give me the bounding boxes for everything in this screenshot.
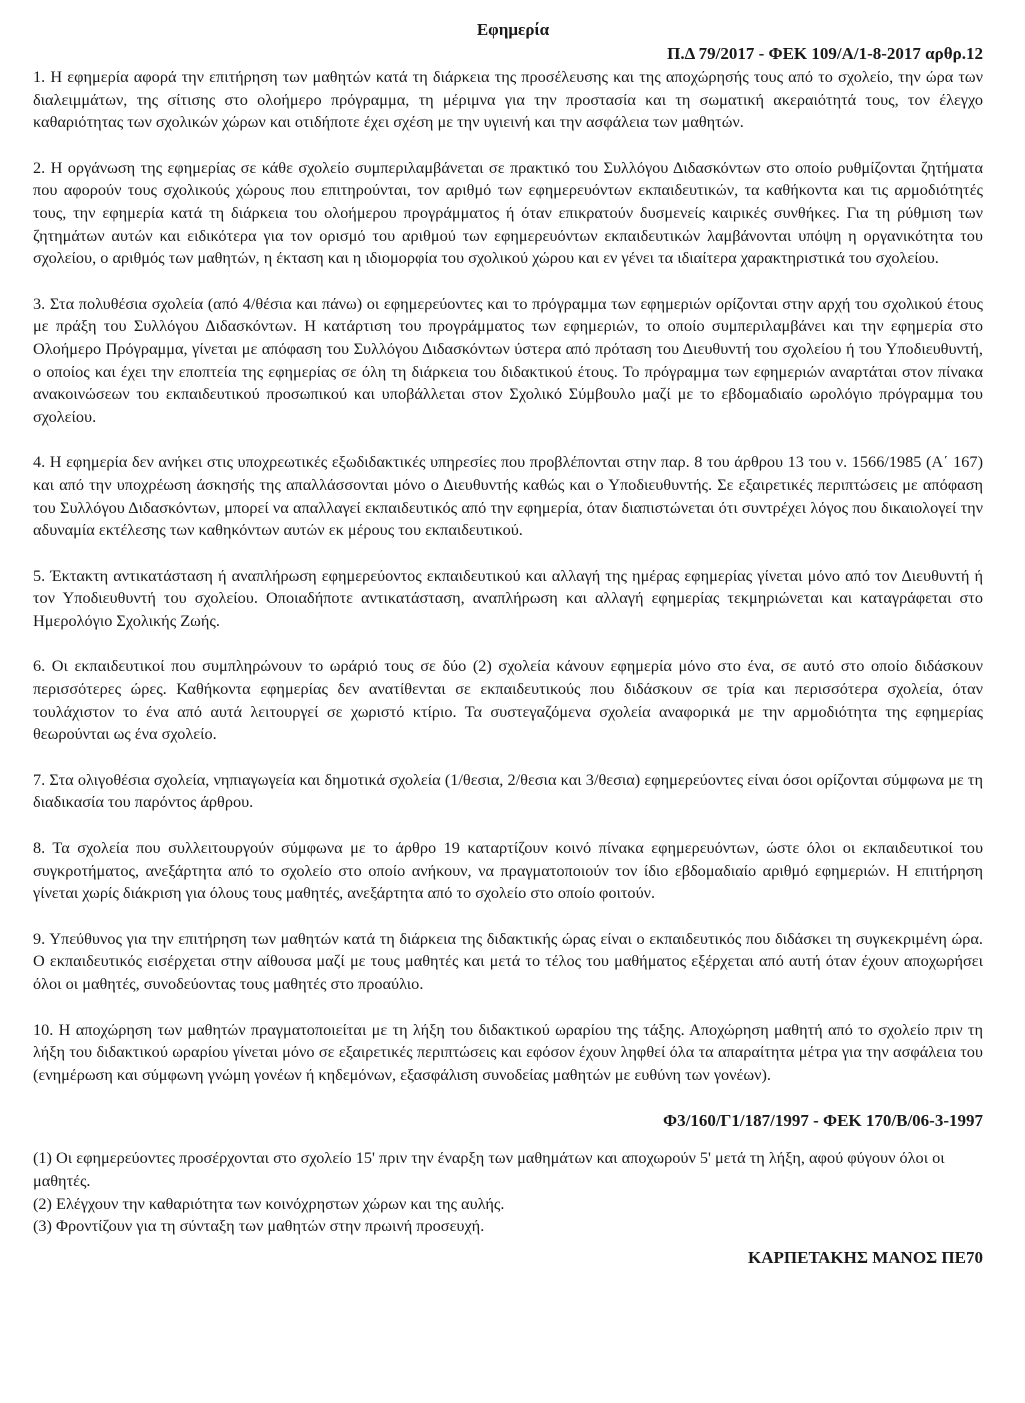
paragraph-spacer	[33, 134, 983, 157]
section-spacer	[33, 1238, 983, 1246]
paragraph-spacer	[33, 814, 983, 837]
paragraph-spacer	[33, 905, 983, 928]
note-item-3: (3) Φροντίζουν για τη σύνταξη των μαθητών στην πρωινή προσευχή.	[33, 1216, 485, 1236]
legal-reference: Π.Δ 79/2017 - ΦΕΚ 109/Α/1-8-2017 αρθρ.12	[667, 44, 983, 63]
paragraph-3: 3. Στα πολυθέσια σχολεία (από 4/θέσια και πάνω) οι εφημερεύοντες και το πρόγραμμα των εφημεριών ορίζονται στην αρχή του σχολικού έτους με πράξη του Συλλόγου Διδασκόντων. Η κατάρτιση του προγράμματος των εφημεριών, το οποίο συμπεριλαμβάνει και την εφημερία στο Ολοήμερο Πρόγραμμα, γίνεται με απόφαση του Συλλόγου Διδασκόντων ύστερα από πρόταση του Διευθυντή του σχολείου ή του Υποδιευθυντή, ο οποίος και έχει την εποπτεία της εφημερίας σε όλη τη διάρκεια του διδακτικού έτους. Το πρόγραμμα των εφημεριών αναρτάται στον πίνακα ανακοινώσεων του εκπαιδευτικού προσωπικού και υποβάλλεται στον Σχολικό Σύμβουλο μαζί με το εβδομαδιαίο ωρολόγιο πρόγραμμα του σχολείου.	[33, 293, 983, 426]
paragraph-1: 1. Η εφημερία αφορά την επιτήρηση των μαθητών κατά τη διάρκεια της προσέλευσης και της αποχώρησής τους από το σχολείο, την ώρα των διαλειμμάτων, της σίτισης στο ολοήμερο πρόγραμμα, τη μέριμνα για την προστασία και τη σωματική ακεραιότητά τους, τον έλεγχο καθαριότητας των σχολικών χώρων και οτιδήποτε έχει σχέση με την υγιεινή και την ασφάλεια των μαθητών.	[33, 67, 983, 132]
paragraph-spacer	[33, 270, 983, 293]
section-spacer	[33, 1133, 983, 1147]
paragraph-spacer	[33, 428, 983, 451]
note-item-2: (2) Ελέγχουν την καθαριότητα των κοινόχρηστων χώρων και της αυλής.	[33, 1193, 505, 1213]
paragraph-2: 2. Η οργάνωση της εφημερίας σε κάθε σχολείο συμπεριλαμβάνεται σε πρακτικό του Συλλόγου Διδασκόντων στο οποίο ρυθμίζονται ζητήματα που αφορούν τους σχολικούς χώρους που επιτηρούνται, τον αριθμό των εφημερευόντων εκπαιδευτικών, τα καθήκοντα και τις αρμοδιότητές τους, την εφημερία κατά τη διάρκεια του ολοήμερου προγράμματος ή όταν επικρατούν δυσμενείς καιρικές συνθήκες. Για τη ρύθμιση των ζητημάτων αυτών και ειδικότερα για τον ορισμό του αριθμού των εφημερευόντων εκπαιδευτικών λαμβάνονται υπόψη η οργανικότητα του σχολείου, ο αριθμός των μαθητών, η έκταση και η ιδιομορφία του σχολικού χώρου και εν γένει τα ιδιαίτερα χαρακτηριστικά του σχολείου.	[33, 157, 983, 268]
paragraph-9: 9. Υπεύθυνος για την επιτήρηση των μαθητών κατά τη διάρκεια της διδακτικής ώρας είναι ο εκπαιδευτικός που διδάσκει τη συγκεκριμένη ώρα. Ο εκπαιδευτικός εισέρχεται στην αίθουσα μαζί με τους μαθητές και μετά το τέλος του μαθήματος εξέρχεται από αυτή όταν έχουν αποχωρήσει όλοι οι μαθητές, συνοδεύοντας τους μαθητές στο προαύλιο.	[33, 928, 983, 993]
paragraph-8: 8. Τα σχολεία που συλλειτουργούν σύμφωνα με το άρθρο 19 καταρτίζουν κοινό πίνακα εφημερευόντων, ώστε όλοι οι εκπαιδευτικοί του συγκροτήματος, ανεξάρτητα από το σχολείο στο οποίο ανήκουν, να πραγματοποιούν τον ίδιο εβδομαδιαίο αριθμό εφημεριών. Η επιτήρηση γίνεται χωρίς διάκριση για όλους τους μαθητές, ανεξάρτητα από το σχολείο στο οποίο φοιτούν.	[33, 838, 983, 903]
paragraph-spacer	[33, 746, 983, 769]
paragraph-10: 10. Η αποχώρηση των μαθητών πραγματοποιείται με τη λήξη του διδακτικού ωραρίου της τάξης. Αποχώρηση μαθητή από το σχολείο πριν τη λήξη του διδακτικού ωραρίου γίνεται μόνο σε εξαιρετικές περιπτώσεις και εφόσον έχουν ληφθεί όλα τα απαραίτητα μέτρα για την ασφάλεια του (ενημέρωση και σύμφωνη γνώμη γονέων ή κηδεμόνων, εξασφάλιση συνοδείας μαθητών με ευθύνη των γονέων).	[33, 1019, 983, 1084]
paragraph-7: 7. Στα ολιγοθέσια σχολεία, νηπιαγωγεία και δημοτικά σχολεία (1/θεσια, 2/θεσια και 3/θεσια) εφημερεύοντες είναι όσοι ορίζονται σύμφωνα με τη διαδικασία του παρόντος άρθρου.	[33, 769, 983, 812]
notes-list	[33, 1147, 983, 1237]
paragraph-5: 5. Έκτακτη αντικατάσταση ή αναπλήρωση εφημερεύοντος εκπαιδευτικού και αλλαγή της ημέρας εφημερίας γίνεται μόνο από τον Διευθυντή ή τον Υποδιευθυντή του σχολείου. Οποιαδήποτε αντικατάσταση, αναπλήρωση και αλλαγή εφημερίας τεκμηριώνεται και καταγράφεται στο Ημερολόγιο Σχολικής Ζωής.	[33, 565, 983, 630]
legal-reference-secondary: Φ3/160/Γ1/187/1997 - ΦΕΚ 170/Β/06-3-1997	[663, 1111, 983, 1131]
paragraph-4: 4. Η εφημερία δεν ανήκει στις υποχρεωτικές εξωδιδακτικές υπηρεσίες που προβλέπονται στην παρ. 8 του άρθρου 13 του ν. 1566/1985 (Α΄ 167) και από την υποχρέωση άσκησής της απαλλάσσονται μόνο ο Διευθυντής καθώς και ο Υποδιευθυντής. Σε εξαιρετικές περιπτώσεις με απόφαση του Συλλόγου Διδασκόντων, μπορεί να απαλλαγεί εκπαιδευτικός από την εφημερία, όταν διαπιστώνεται ότι συντρέχει λόγος που δικαιολογεί την αδυναμία εκτέλεσης των καθηκόντων αυτών εκ μέρους του εκπαιδευτικού.	[33, 452, 983, 540]
paragraph-6: 6. Οι εκπαιδευτικοί που συμπληρώνουν το ωράριό τους σε δύο (2) σχολεία κάνουν εφημερία μόνο στο ένα, σε αυτό στο οποίο διδάσκουν περισσότερες ώρες. Καθήκοντα εφημερίας δεν ανατίθενται σε εκπαιδευτικούς που διδάσκουν σε τρία και περισσότερα σχολεία, όταν τουλάχιστον το ένα από αυτά λειτουργεί σε χωριστό κτίριο. Τα συστεγαζόμενα σχολεία αναφορικά με την αρμοδιότητα της εφημερίας θεωρούνται ως ένα σχολείο.	[33, 656, 983, 744]
author-signature: ΚΑΡΠΕΤΑΚΗΣ ΜΑΝΟΣ ΠΕ70	[748, 1247, 983, 1267]
note-item-1: (1) Οι εφημερεύοντες προσέρχονται στο σχολείο 15' πριν την έναρξη των μαθημάτων και αποχωρούν 5' μετά τη λήξη, αφού φύγουν όλοι οι μαθητές.	[33, 1148, 945, 1190]
paragraph-spacer	[33, 1086, 983, 1109]
paragraph-spacer	[33, 632, 983, 655]
paragraph-spacer	[33, 996, 983, 1019]
document-title: Εφημερία	[476, 20, 550, 39]
paragraph-spacer	[33, 542, 983, 565]
